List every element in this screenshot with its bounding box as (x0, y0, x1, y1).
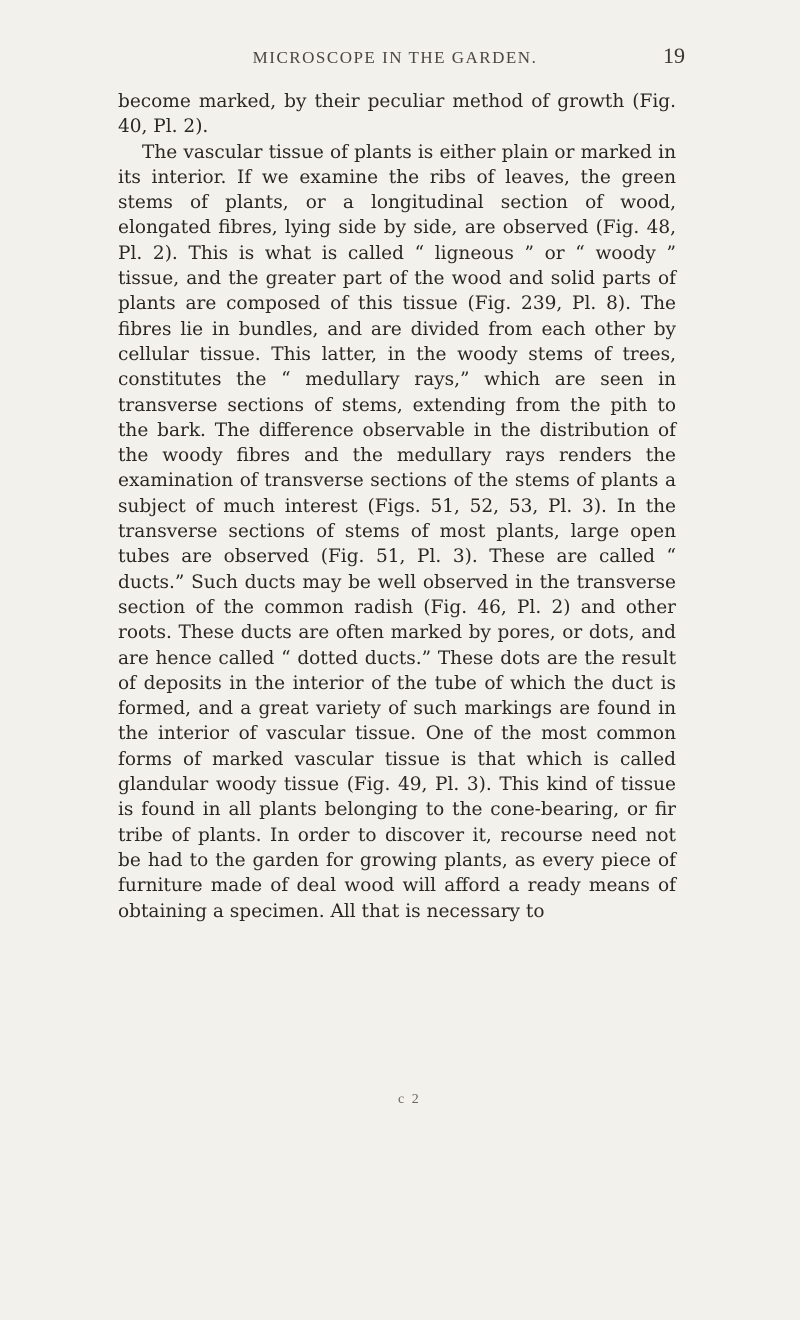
page-number: 19 (663, 43, 685, 68)
body-text (118, 89, 676, 924)
paragraph: become marked, by their peculiar method of growth (Fig. 40, Pl. 2). (118, 91, 676, 138)
paragraph: The vascular tissue of plants is either plain or marked in its interior. If we examine the ribs of leaves, the green stems of plants, or a longitudinal section of wood, elongated fibres, lying side by side, are observed (Fig. 48, Pl. 2). This is what is called “ ligneous ” or “ woody ” tissue, and the greater part of the wood and solid parts of plants are composed of this tissue (Fig. 239, Pl. 8). The fibres lie in bundles, and are divided from each other by cellular tissue. This latter, in the woody stems of trees, constitutes the “ medullary rays,” which are seen in transverse sections of stems, extending from the pith to the bark. The difference observable in the distribution of the woody fibres and the medullary rays renders the examination of transverse sections of the stems of plants a subject of much interest (Figs. 51, 52, 53, Pl. 3). In the transverse sections of stems of most plants, large open tubes are observed (Fig. 51, Pl. 3). These are called “ ducts.” Such ducts may be well observed in the transverse section of the common radish (Fig. 46, Pl. 2) and other roots. These ducts are often marked by pores, or dots, and are hence called “ dotted ducts.” These dots are the result of deposits in the interior of the tube of which the duct is formed, and a great variety of such markings are found in the interior of vascular tissue. One of the most common forms of marked vascular tissue is that which is called glandular woody tissue (Fig. 49, Pl. 3). This kind of tissue is found in all plants belonging to the cone-bearing, or fir tribe of plants. In order to discover it, recourse need not be had to the garden for growing plants, as every piece of furniture made of deal wood will afford a ready means of obtaining a specimen. All that is necessary to (118, 141, 676, 922)
running-header: MICROSCOPE IN THE GARDEN. (252, 48, 538, 67)
signature-mark: c 2 (398, 1092, 421, 1107)
